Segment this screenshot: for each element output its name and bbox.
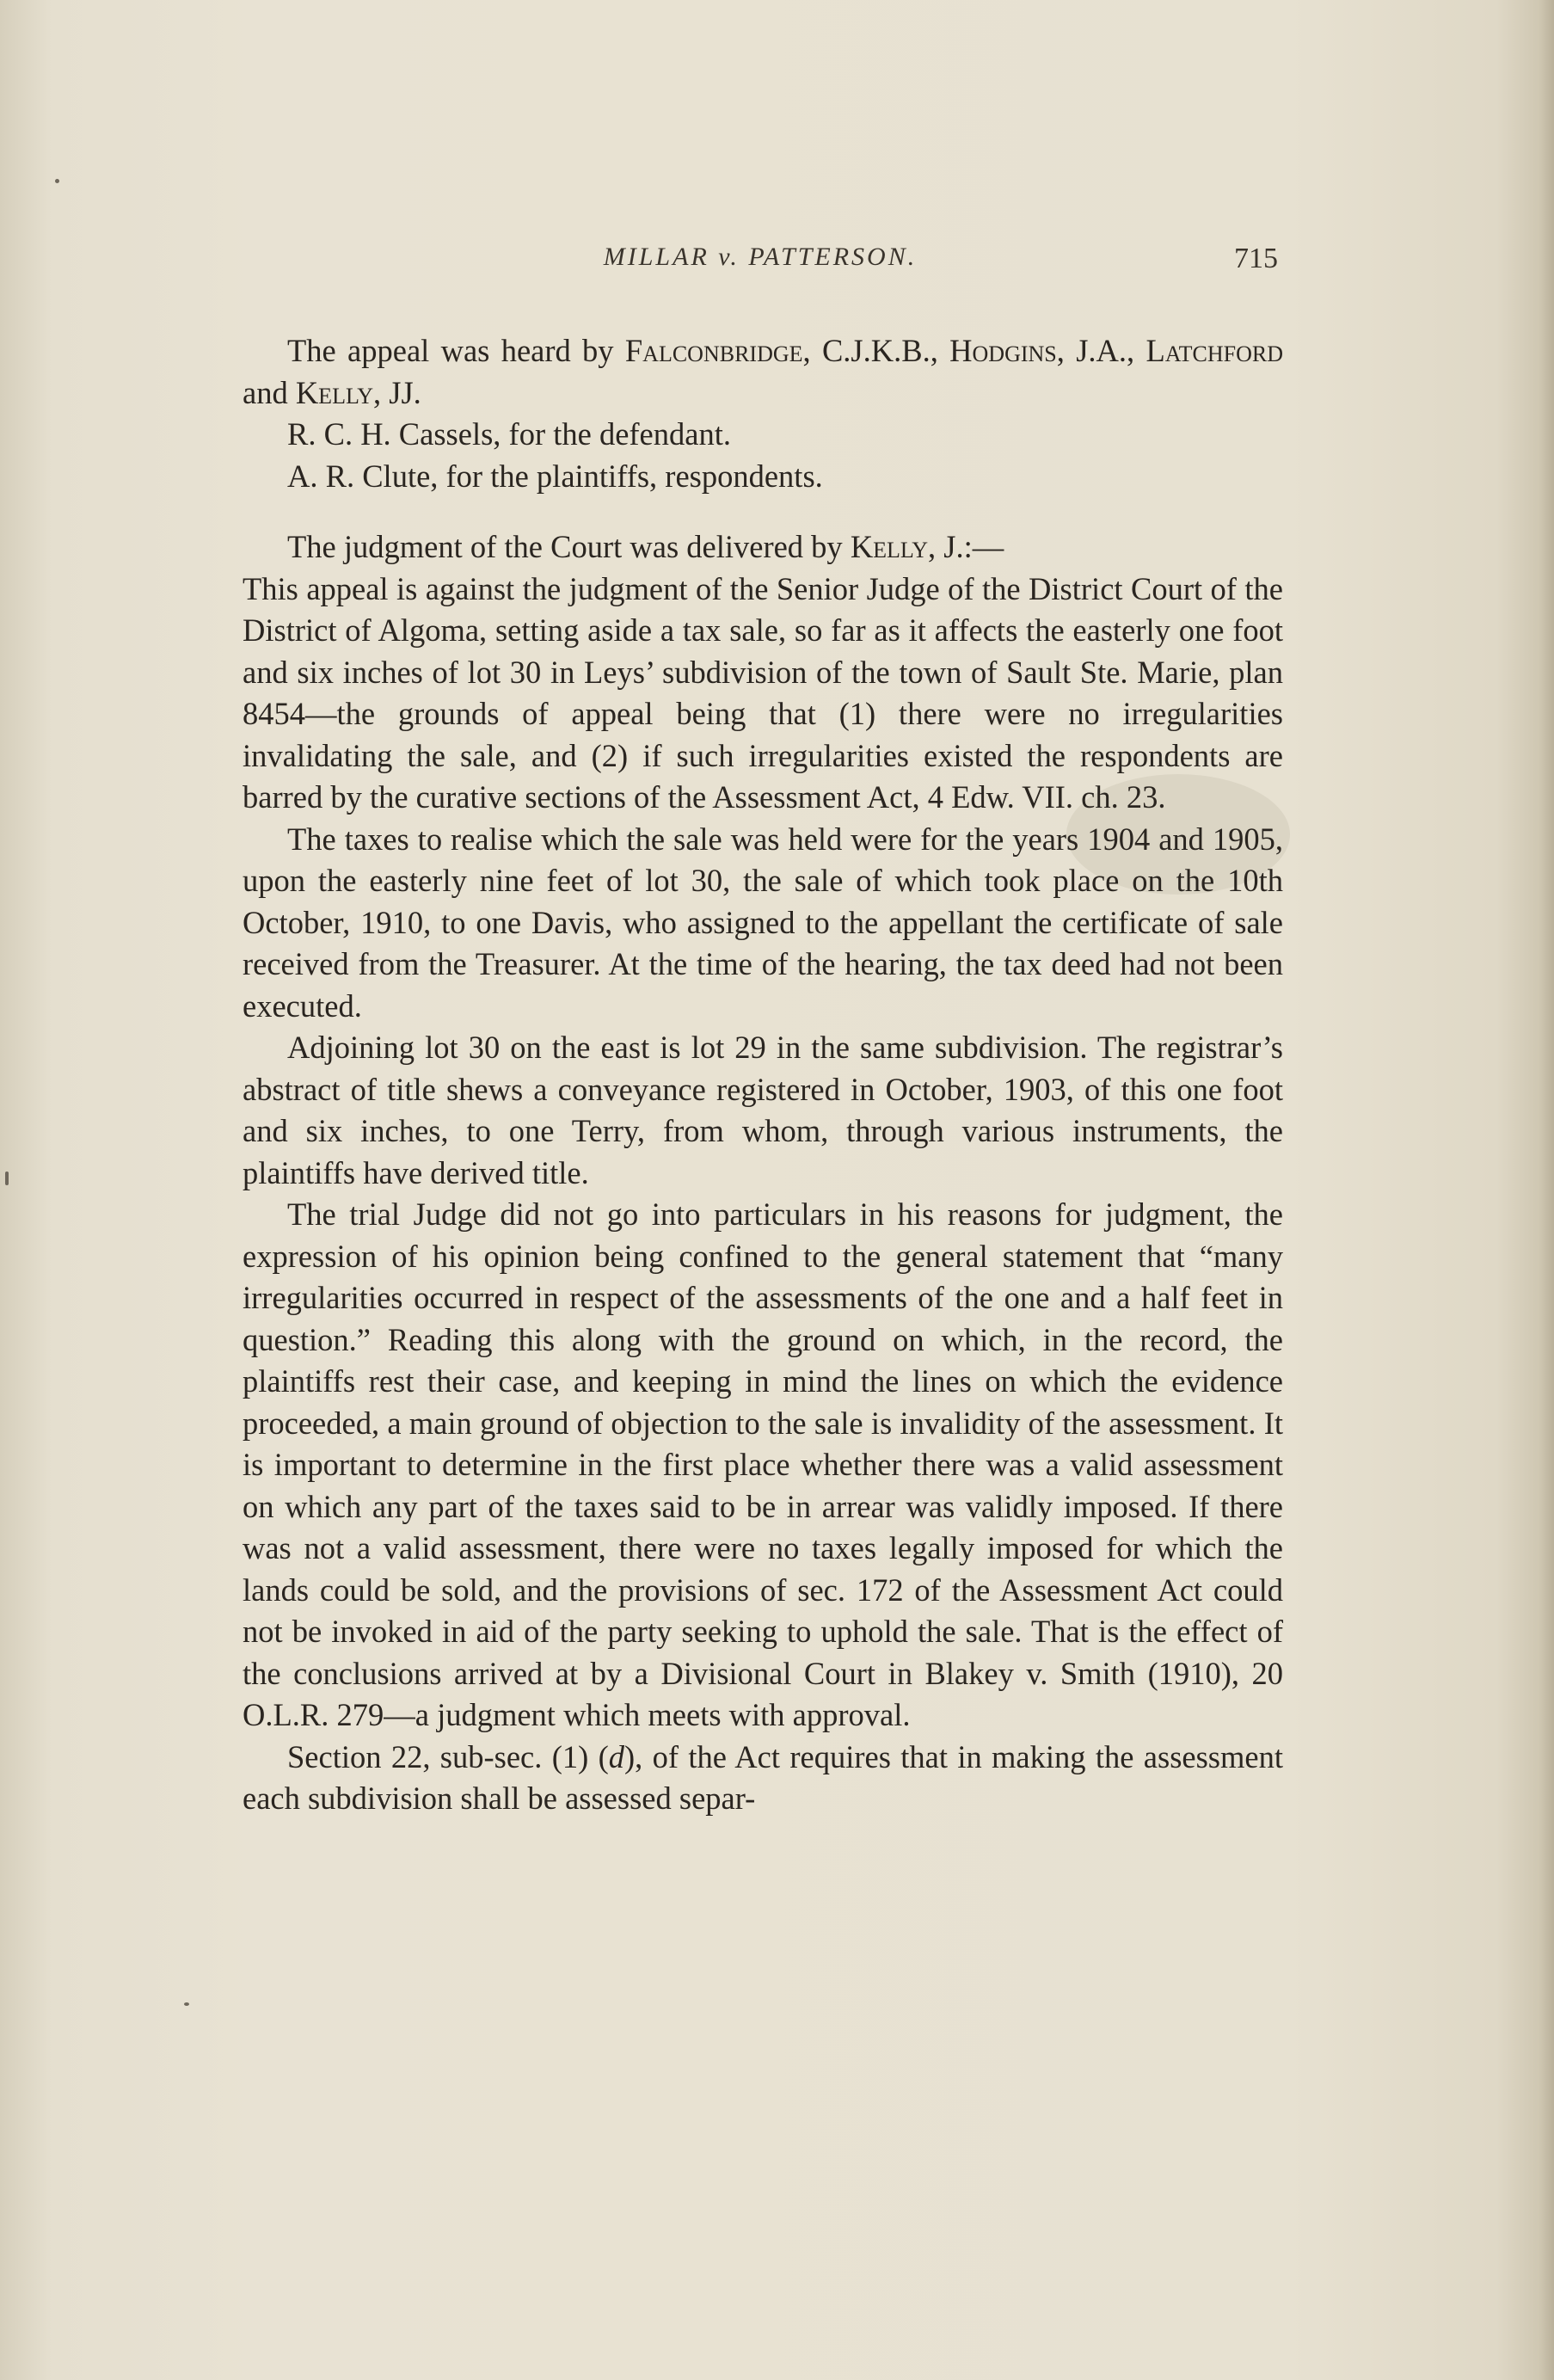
running-head xyxy=(243,243,1278,286)
margin-speck xyxy=(184,2002,189,2006)
judge-name: Kelly xyxy=(295,374,374,410)
judge-name: Hodgins xyxy=(949,333,1057,368)
bench-line xyxy=(243,330,1283,414)
paragraph: The trial Judge did not go into particulars in his reasons for judgment, the expression of his opinion being confined to the general statement that “many irregularities occurred in respect of the assessments of the one and a half feet in question.” Reading this along with the ground on which, in the record, the plaintiffs rest their case, and keeping in mind the lines on which the evidence proceeded, a main ground of objection to the sale is invalidity of the assessment. It is important to determine in the first place whether there was a valid assessment on which any part of the taxes said to be in arrear was validly imposed. If there was not a valid assessment, there were no taxes legally imposed for which the lands could be sold, and the provisions of sec. 172 of the Assessment Act could not be invoked in aid of the party seeking to uphold the sale. That is the effect of the conclusions arrived at by a Divisional Court in Blakey v. Smith (1910), 20 O.L.R. 279—a judgment which meets with approval. xyxy=(243,1196,1283,1732)
paragraph-text: Section 22, sub-sec. (1) ( xyxy=(287,1738,609,1774)
judge-name: Kelly xyxy=(850,529,928,564)
body-text xyxy=(243,330,1283,1820)
margin-speck xyxy=(5,1172,9,1185)
judge-title: , J.A., xyxy=(1056,333,1146,368)
bench-prefix: The appeal was heard by xyxy=(287,333,625,368)
counsel-defendant: R. C. H. Cassels, for the defendant. xyxy=(287,416,731,452)
clause-letter: d xyxy=(608,1738,625,1774)
counsel-plaintiffs: A. R. Clute, for the plaintiffs, respondents. xyxy=(287,458,823,494)
paragraph-text: ), of the Act requires that in making the assessment each subdivision shall be assessed separ- xyxy=(243,1738,1283,1816)
paragraph: The taxes to realise which the sale was held were for the years 1904 and 1905, upon the easterly nine feet of lot 30, the sale of which took place on the 10th October, 1910, to one Davis, who assigned to the appellant the certificate of sale received from the Treasurer. At the time of the hearing, the tax deed had not been executed. xyxy=(243,821,1283,1024)
intro-suffix: , J.:— xyxy=(928,529,1004,564)
paragraph: This appeal is against the judgment of the Senior Judge of the District Court of the District of Algoma, setting aside a tax sale, so far as it affects the easterly one foot and six inches of lot 30 in Leys’ subdivision of the town of Sault Ste. Marie, plan 8454—the grounds of appeal being that (1) there were no irregularities invalidating the sale, and (2) if such irregularities existed the respondents are barred by the curative sections of the Assessment Act, 4 Edw. VII. ch. 23. xyxy=(243,570,1283,815)
judge-name: Latchford xyxy=(1146,333,1283,368)
judge-title: , JJ. xyxy=(373,374,421,410)
judgment-intro xyxy=(243,526,1283,569)
paragraph xyxy=(243,1737,1283,1820)
margin-speck xyxy=(55,179,59,183)
judge-title: , C.J.K.B., xyxy=(802,333,950,368)
judge-name: Falconbridge xyxy=(624,333,803,368)
paragraph: Adjoining lot 30 on the east is lot 29 in the same subdivision. The registrar’s abstract of title shews a conveyance registered in October, 1903, of this one foot and six inches, to one Terry, from whom, through various instruments, the plaintiffs have derived title. xyxy=(243,1030,1283,1190)
running-title: MILLAR v. PATTERSON. xyxy=(603,243,918,271)
intro-text: The judgment of the Court was delivered by xyxy=(287,529,851,564)
conjunction: and xyxy=(243,374,296,410)
page-number: 715 xyxy=(1234,243,1278,274)
